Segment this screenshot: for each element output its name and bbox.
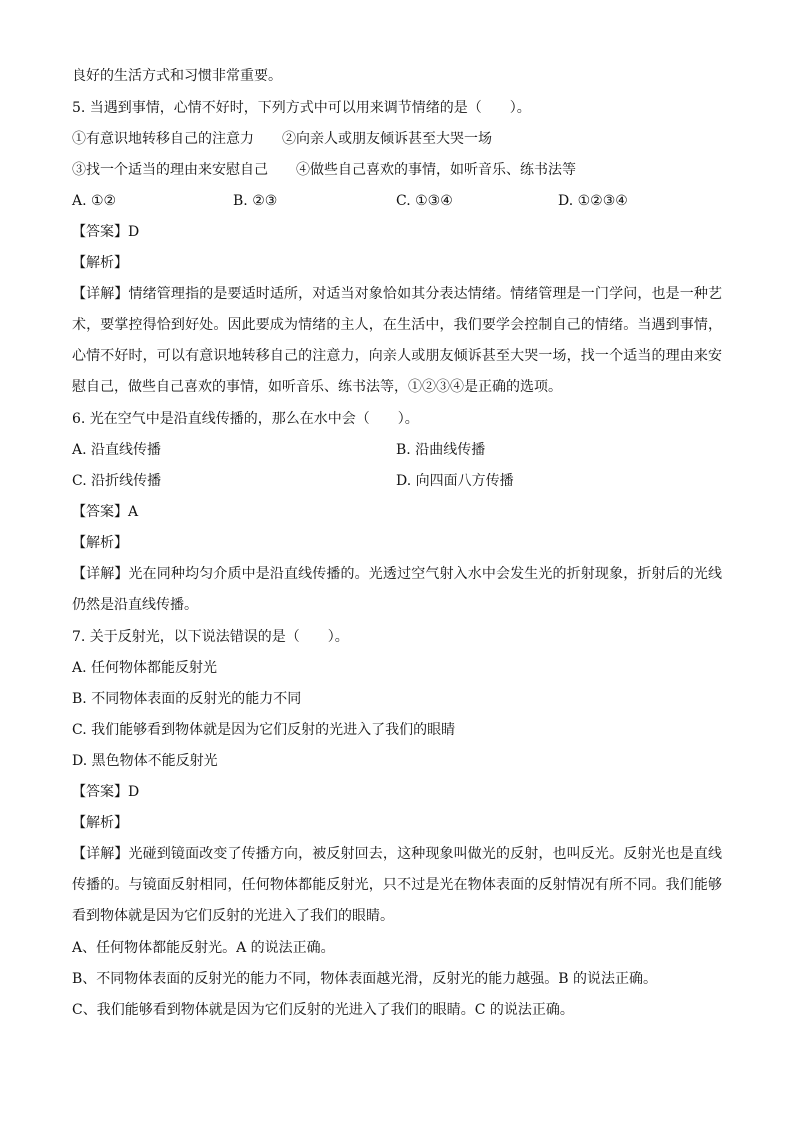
q7-option-d: D. 黑色物体不能反射光 xyxy=(72,753,218,769)
q5-option-c: C. ①③④ xyxy=(396,193,453,209)
q6-option-d: D. 向四面八方传播 xyxy=(396,473,514,489)
q5-items-line1: ①有意识地转移自己的注意力 ②向亲人或朋友倾诉甚至大哭一场 xyxy=(72,131,492,147)
q5-analysis-label: 【解析】 xyxy=(72,255,128,271)
q5-detail: 【详解】情绪管理指的是要适时适所，对适当对象恰如其分表达情绪。情绪管理是一门学问，也是一种艺术，要掌控得恰到好处。因此要成为情绪的主人，在生活中，我们要学会控制自己的情绪。当遇到事情，心情不好时，可以有意识地转移自己的注意力，向亲人或朋友倾诉甚至大哭一场，找一个适当的理由来安慰自己，做些自己喜欢的事情，如听音乐、练书法等，①②③④是正确的选项。 xyxy=(72,286,722,395)
q7-option-c: C. 我们能够看到物体就是因为它们反射的光进入了我们的眼睛 xyxy=(72,722,456,738)
q5-option-d: D. ①②③④ xyxy=(558,193,628,209)
q7-analysis-label: 【解析】 xyxy=(72,815,128,831)
q7-option-a: A. 任何物体都能反射光 xyxy=(72,660,218,676)
q6-answer: 【答案】A xyxy=(72,504,139,520)
q7-stem: 7. 关于反射光，以下说法错误的是（ ）。 xyxy=(72,629,349,645)
q5-option-a: A. ①② xyxy=(72,193,117,209)
q5-items-line2: ③找一个适当的理由来安慰自己 ④做些自己喜欢的事情，如听音乐、练书法等 xyxy=(72,162,576,178)
q6-analysis-label: 【解析】 xyxy=(72,535,128,551)
q6-option-b: B. 沿曲线传播 xyxy=(396,442,486,458)
q6-option-a: A. 沿直线传播 xyxy=(72,442,162,458)
q7-note-a: A、任何物体都能反射光。A 的说法正确。 xyxy=(72,940,335,956)
q7-option-b: B. 不同物体表面的反射光的能力不同 xyxy=(72,691,302,707)
q6-stem: 6. 光在空气中是沿直线传播的，那么在水中会（ ）。 xyxy=(72,411,419,427)
q7-detail: 【详解】光碰到镜面改变了传播方向，被反射回去，这种现象叫做光的反射，也叫反光。反射光也是直线传播的。与镜面反射相同，任何物体都能反射光，只不过是光在物体表面的反射情况有所不同。我们能够看到物体就是因为它们反射的光进入了我们的眼睛。 xyxy=(72,846,722,924)
q7-note-c: C、我们能够看到物体就是因为它们反射的光进入了我们的眼睛。C 的说法正确。 xyxy=(72,1002,574,1018)
q7-note-b: B、不同物体表面的反射光的能力不同，物体表面越光滑，反射光的能力越强。B 的说法正确。 xyxy=(72,971,658,987)
intro-line: 良好的生活方式和习惯非常重要。 xyxy=(72,68,282,84)
q5-option-b: B. ②③ xyxy=(233,193,278,209)
q7-answer: 【答案】D xyxy=(72,784,140,800)
q6-detail: 【详解】光在同种均匀介质中是沿直线传播的。光透过空气射入水中会发生光的折射现象，折射后的光线仍然是沿直线传播。 xyxy=(72,566,722,613)
q5-answer: 【答案】D xyxy=(72,224,140,240)
q6-option-c: C. 沿折线传播 xyxy=(72,473,162,489)
q5-stem: 5. 当遇到事情，心情不好时，下列方式中可以用来调节情绪的是（ ）。 xyxy=(72,100,531,116)
